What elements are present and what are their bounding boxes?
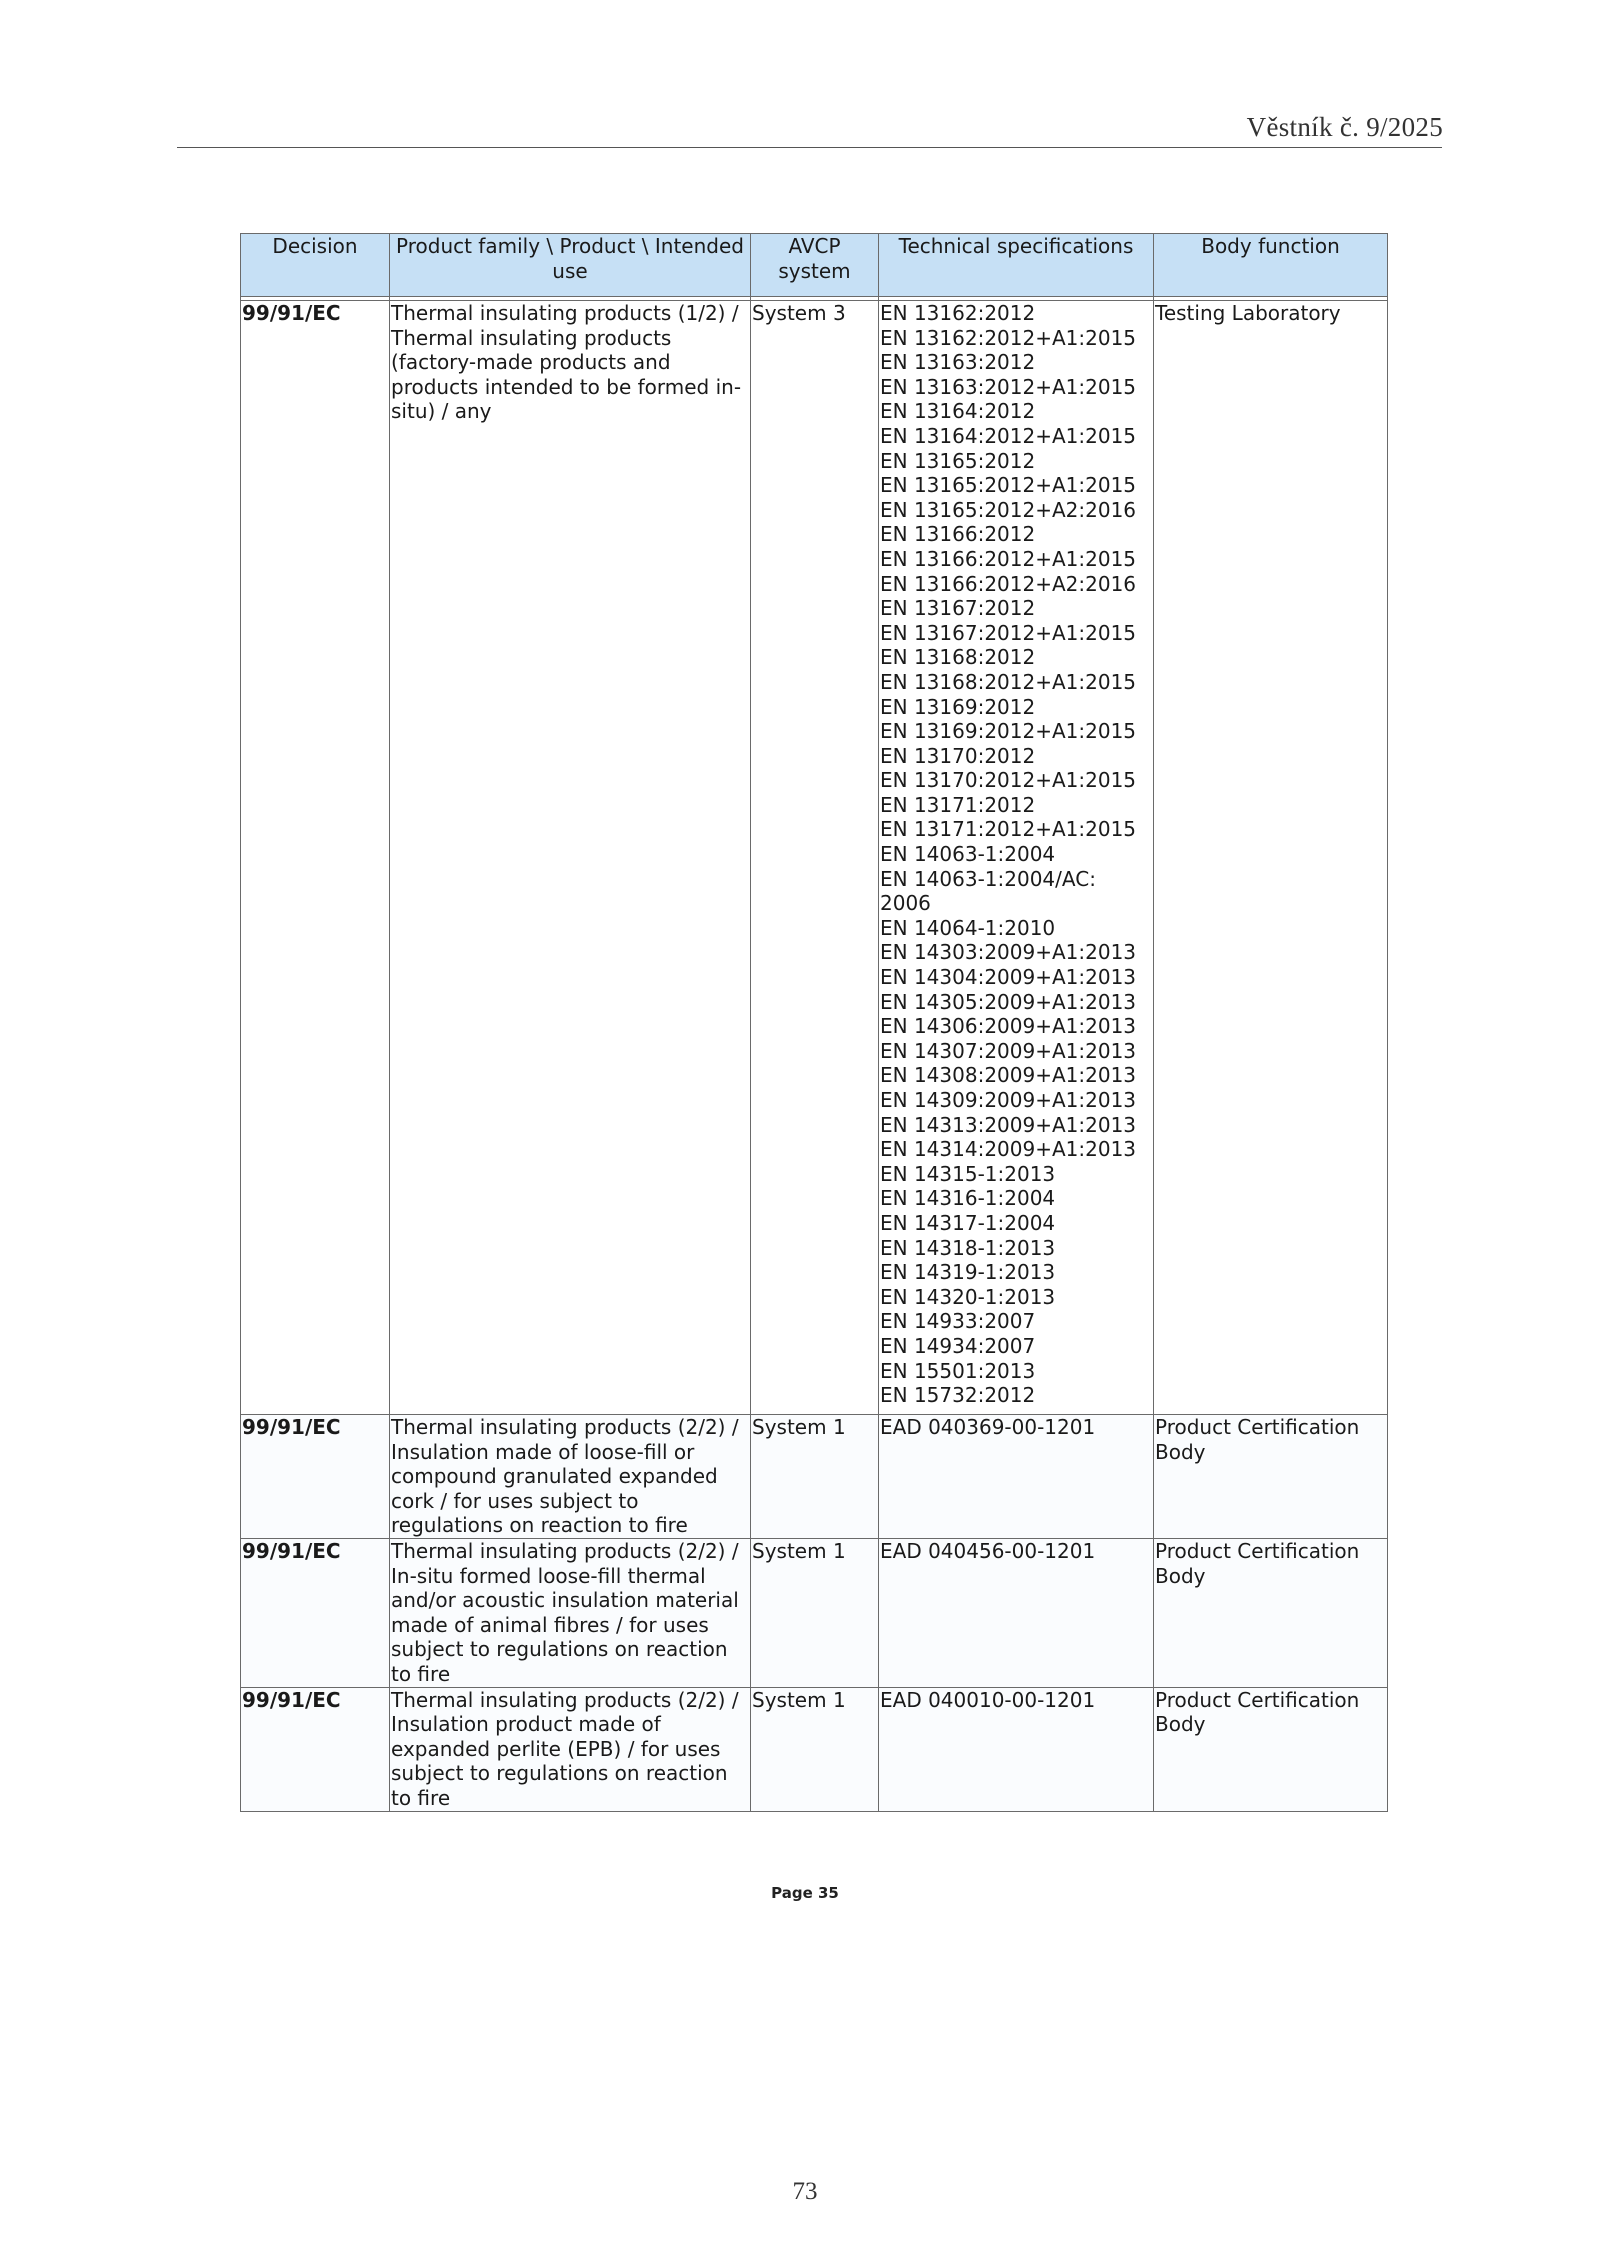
avcp-cell: System 1 — [751, 1415, 879, 1539]
body-function-cell: Product Certification Body — [1154, 1687, 1388, 1811]
specification-item: EN 14318-1:2013 — [880, 1235, 1056, 1260]
column-header-body-function: Body function — [1154, 234, 1388, 297]
specification-item: EN 14315-1:2013 — [880, 1161, 1056, 1186]
specification-item: EN 13165:2012+A2:2016 — [880, 497, 1137, 522]
decision-cell: 99/91/EC — [241, 301, 390, 1415]
specification-item: EN 14320-1:2013 — [880, 1284, 1056, 1309]
column-header-product: Product family \ Product \ Intended use — [390, 234, 751, 297]
specification-item: EN 13162:2012 — [880, 301, 1036, 325]
certification-table — [240, 233, 1388, 1812]
specification-item: EN 14303:2009+A1:2013 — [880, 940, 1137, 965]
specification-item: EN 14316-1:2004 — [880, 1186, 1056, 1211]
specification-item: EN 13170:2012 — [880, 743, 1036, 768]
specification-item: EN 14304:2009+A1:2013 — [880, 965, 1137, 990]
specification-item: EN 15501:2013 — [880, 1358, 1036, 1383]
specification-item: EAD 040010-00-1201 — [880, 1687, 1096, 1712]
table-row — [241, 1687, 1388, 1811]
body-function-cell: Product Certification Body — [1154, 1415, 1388, 1539]
specification-item: EN 14933:2007 — [880, 1309, 1036, 1334]
body-function-cell: Product Certification Body — [1154, 1539, 1388, 1688]
decision-cell: 99/91/EC — [241, 1415, 390, 1539]
specification-item: EN 14306:2009+A1:2013 — [880, 1014, 1137, 1039]
specification-item: EN 13165:2012+A1:2015 — [880, 473, 1137, 498]
specification-item: EN 13169:2012+A1:2015 — [880, 719, 1137, 744]
specification-item: EN 14313:2009+A1:2013 — [880, 1112, 1137, 1137]
body-function-cell: Testing Laboratory — [1154, 301, 1388, 1415]
specification-item: EN 13163:2012 — [880, 350, 1036, 375]
specification-item: EN 13171:2012+A1:2015 — [880, 817, 1137, 842]
avcp-cell: System 3 — [751, 301, 879, 1415]
product-cell: Thermal insulating products (1/2) / Thermal insulating products (factory-made products and products intended to be formed in-situ) / any — [390, 301, 751, 1415]
specification-item: EN 14064-1:2010 — [880, 915, 1056, 940]
specification-item: EN 14305:2009+A1:2013 — [880, 989, 1137, 1014]
specification-item: EN 14934:2007 — [880, 1333, 1036, 1358]
specification-item: EN 14308:2009+A1:2013 — [880, 1063, 1137, 1088]
specification-item: EN 13169:2012 — [880, 694, 1036, 719]
specification-item: EAD 040369-00-1201 — [880, 1415, 1096, 1439]
specification-item: EN 13163:2012+A1:2015 — [880, 374, 1137, 399]
specifications-cell — [879, 1539, 1154, 1688]
specification-item: EN 13162:2012+A1:2015 — [880, 325, 1137, 350]
specification-item: 2006 — [880, 891, 931, 916]
specification-item: EN 13167:2012 — [880, 596, 1036, 621]
specification-item: EN 14063-1:2004/AC: — [880, 866, 1096, 891]
specification-item: EN 14307:2009+A1:2013 — [880, 1038, 1137, 1063]
specifications-cell — [879, 1687, 1154, 1811]
specification-item: EN 13167:2012+A1:2015 — [880, 620, 1137, 645]
specification-item: EN 13171:2012 — [880, 792, 1036, 817]
product-cell: Thermal insulating products (2/2) / Insulation made of loose-fill or compound granulated expanded cork / for uses subject to regulations on reaction to fire — [390, 1415, 751, 1539]
column-header-avcp: AVCP system — [751, 234, 879, 297]
specification-item: EN 13170:2012+A1:2015 — [880, 768, 1137, 793]
decision-cell: 99/91/EC — [241, 1539, 390, 1688]
specification-item: EN 13164:2012+A1:2015 — [880, 423, 1137, 448]
specifications-cell — [879, 301, 1154, 1415]
specification-item: EN 13166:2012+A2:2016 — [880, 571, 1137, 596]
specification-item: EN 14314:2009+A1:2013 — [880, 1137, 1137, 1162]
decision-cell: 99/91/EC — [241, 1687, 390, 1811]
specifications-cell — [879, 1415, 1154, 1539]
header-divider — [177, 147, 1442, 148]
avcp-cell: System 1 — [751, 1687, 879, 1811]
specification-item: EN 13166:2012+A1:2015 — [880, 546, 1137, 571]
specification-item: EN 15732:2012 — [880, 1383, 1036, 1408]
table-row — [241, 301, 1388, 1415]
table-header-row — [241, 234, 1388, 297]
specification-item: EN 14317-1:2004 — [880, 1210, 1056, 1235]
specification-item: EN 14319-1:2013 — [880, 1260, 1056, 1285]
page-label: Page 35 — [771, 1884, 839, 1902]
specification-item: EAD 040456-00-1201 — [880, 1539, 1096, 1563]
table-row — [241, 1539, 1388, 1688]
column-header-specifications: Technical specifications — [879, 234, 1154, 297]
product-cell: Thermal insulating products (2/2) / In-situ formed loose-fill thermal and/or acoustic insulation material made of animal fibres / for uses subject to regulations on reaction to fire — [390, 1539, 751, 1688]
specification-item: EN 13165:2012 — [880, 448, 1036, 473]
specification-item: EN 14063-1:2004 — [880, 842, 1056, 867]
avcp-cell: System 1 — [751, 1539, 879, 1688]
specification-item: EN 13168:2012+A1:2015 — [880, 669, 1137, 694]
specification-item: EN 14309:2009+A1:2013 — [880, 1088, 1137, 1112]
specification-item: EN 13168:2012 — [880, 645, 1036, 670]
column-header-decision: Decision — [241, 234, 390, 297]
table-row — [241, 1415, 1388, 1539]
page-number: 73 — [792, 2178, 818, 2205]
bulletin-title: Věstník č. 9/2025 — [1246, 112, 1443, 142]
specification-item: EN 13166:2012 — [880, 522, 1036, 547]
specification-item: EN 13164:2012 — [880, 399, 1036, 424]
product-cell: Thermal insulating products (2/2) / Insulation product made of expanded perlite (EPB) / for uses subject to regulations on reaction to fire — [390, 1687, 751, 1811]
